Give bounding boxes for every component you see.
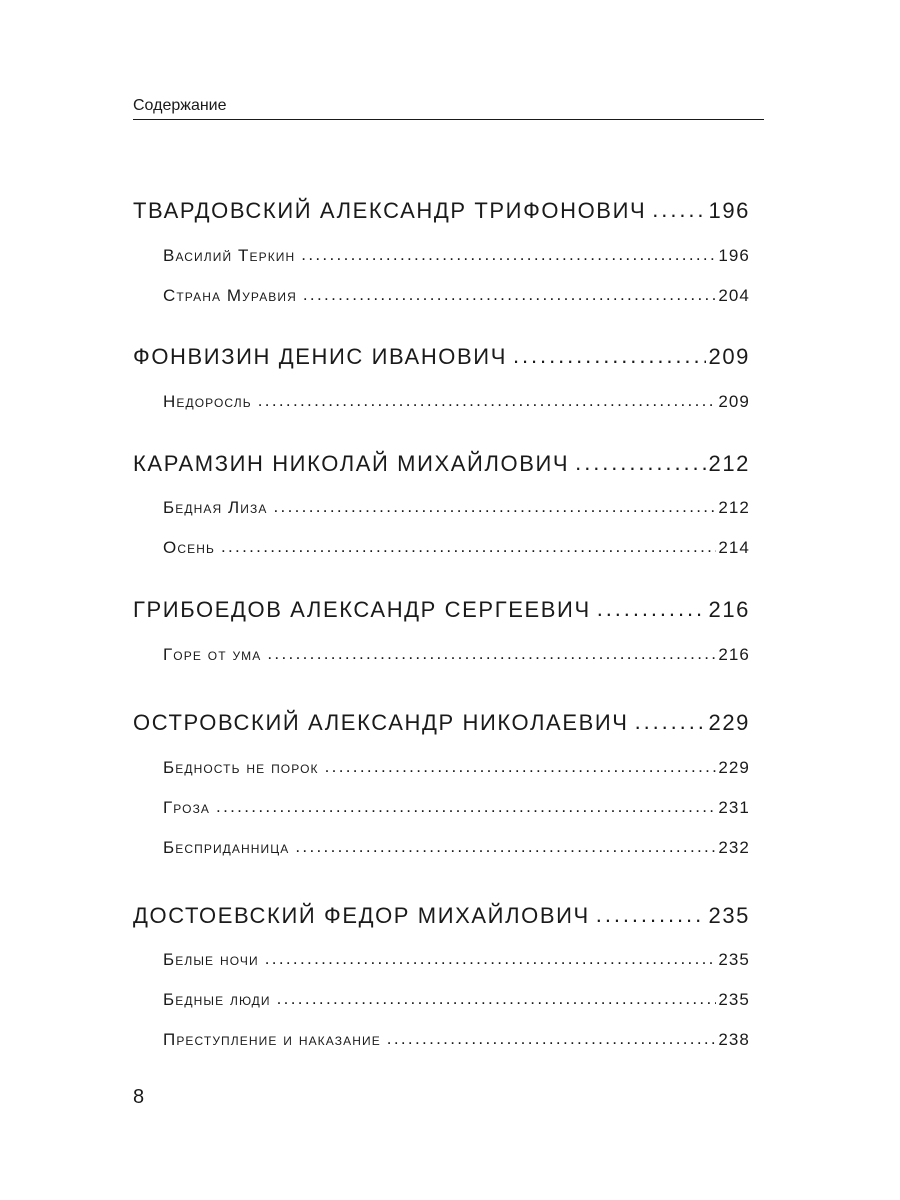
dot-leader	[596, 902, 707, 928]
dot-leader	[325, 757, 717, 777]
dot-leader	[258, 391, 717, 411]
dot-leader	[597, 596, 707, 622]
work-title: Гроза	[163, 798, 211, 817]
page-number: 209	[718, 392, 750, 411]
author-name: ТВАРДОВСКИЙ АЛЕКСАНДР ТРИФОНОВИЧ	[133, 198, 647, 223]
dot-leader	[277, 989, 717, 1009]
work-title: Бесприданница	[163, 838, 290, 857]
toc-author-entry[interactable]	[133, 451, 750, 477]
page-number: 204	[718, 286, 750, 305]
toc-work-entry[interactable]	[163, 798, 750, 818]
author-name: ФОНВИЗИН ДЕНИС ИВАНОВИЧ	[133, 344, 507, 369]
author-name: ДОСТОЕВСКИЙ ФЕДОР МИХАЙЛОВИЧ	[133, 903, 590, 928]
dot-leader	[575, 450, 706, 476]
toc-work-entry[interactable]	[163, 286, 750, 306]
page-number: 235	[718, 950, 750, 969]
page-number: 235	[718, 990, 750, 1009]
page-number: 229	[708, 710, 750, 735]
dot-leader	[265, 949, 717, 969]
folio-page-number: 8	[133, 1086, 145, 1108]
toc-work-entry[interactable]	[163, 392, 750, 412]
dot-leader	[221, 537, 716, 557]
page-number: 238	[718, 1030, 750, 1049]
toc-work-entry[interactable]	[163, 838, 750, 858]
toc-work-entry[interactable]	[163, 498, 750, 518]
work-title: Преступление и наказание	[163, 1030, 381, 1049]
work-title: Осень	[163, 538, 215, 557]
dot-leader	[216, 797, 716, 817]
dot-leader	[652, 197, 706, 223]
dot-leader	[387, 1029, 717, 1049]
page-number: 214	[718, 538, 750, 557]
toc-work-entry[interactable]	[163, 950, 750, 970]
work-title: Бедность не порок	[163, 758, 319, 777]
work-title: Горе от ума	[163, 645, 262, 664]
toc-author-entry[interactable]	[133, 710, 750, 736]
work-title: Василий Теркин	[163, 246, 296, 265]
dot-leader	[513, 343, 707, 369]
work-title: Бедные люди	[163, 990, 271, 1009]
toc-work-entry[interactable]	[163, 758, 750, 778]
dot-leader	[303, 285, 716, 305]
work-title: Белые ночи	[163, 950, 259, 969]
toc-work-entry[interactable]	[163, 1030, 750, 1050]
page-number: 196	[718, 246, 750, 265]
page-number: 209	[708, 344, 750, 369]
page-number: 216	[708, 597, 750, 622]
toc-work-entry[interactable]	[163, 246, 750, 266]
page-number: 229	[718, 758, 750, 777]
running-header: Содержание	[133, 96, 764, 120]
page-number: 212	[708, 451, 750, 476]
author-name: ГРИБОЕДОВ АЛЕКСАНДР СЕРГЕЕВИЧ	[133, 597, 591, 622]
author-name: ОСТРОВСКИЙ АЛЕКСАНДР НИКОЛАЕВИЧ	[133, 710, 629, 735]
page-number: 231	[718, 798, 750, 817]
toc-work-entry[interactable]	[163, 645, 750, 665]
toc-work-entry[interactable]	[163, 538, 750, 558]
page-number: 196	[708, 198, 750, 223]
dot-leader	[267, 644, 716, 664]
toc-author-entry[interactable]	[133, 198, 750, 224]
toc-author-entry[interactable]	[133, 597, 750, 623]
author-name: КАРАМЗИН НИКОЛАЙ МИХАЙЛОВИЧ	[133, 451, 570, 476]
dot-leader	[635, 709, 707, 735]
toc-author-entry[interactable]	[133, 344, 750, 370]
page-number: 212	[718, 498, 750, 517]
page-number: 232	[718, 838, 750, 857]
work-title: Недоросль	[163, 392, 252, 411]
toc-author-entry[interactable]	[133, 903, 750, 929]
dot-leader	[301, 245, 716, 265]
page-number: 216	[718, 645, 750, 664]
page-number: 235	[708, 903, 750, 928]
dot-leader	[295, 837, 716, 857]
work-title: Бедная Лиза	[163, 498, 268, 517]
work-title: Страна Муравия	[163, 286, 297, 305]
toc-work-entry[interactable]	[163, 990, 750, 1010]
dot-leader	[273, 497, 716, 517]
